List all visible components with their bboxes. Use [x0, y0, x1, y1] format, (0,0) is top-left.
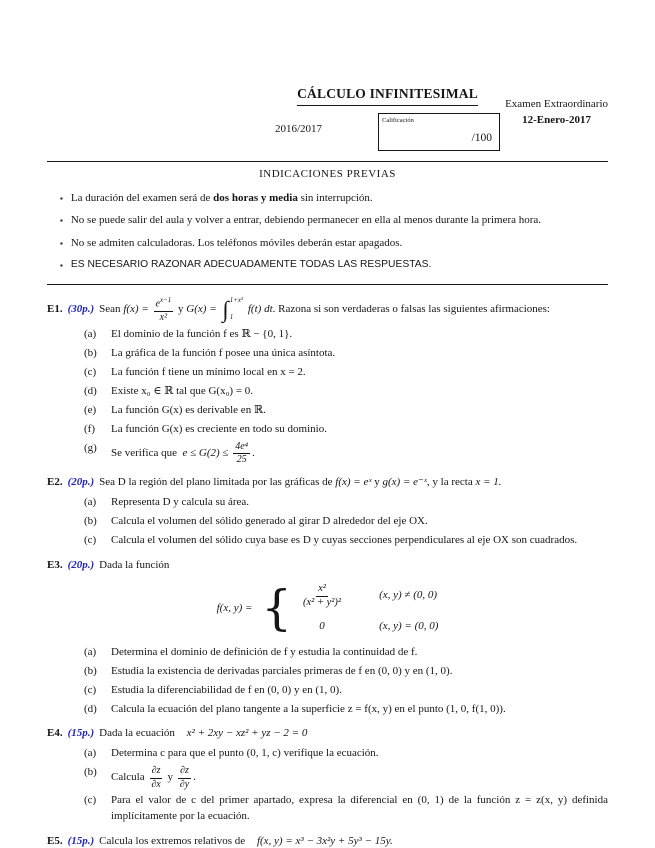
item-text: Para el valor de c del primer apartado, expresa la diferencial en (0, 1) de la función z = z(x, y) definida implícitamente por la ecuación. — [111, 794, 608, 823]
bullet-icon: ▪ — [60, 238, 63, 248]
e5-intro-pre: Calcula los extremos relativos de — [99, 835, 246, 848]
integral-upper-limit: 1+x² — [229, 296, 244, 305]
item-text: La gráfica de la función f posee una única asíntota. — [111, 347, 336, 360]
numerator-exponent: x−1 — [159, 296, 172, 304]
e2-item-c — [84, 533, 608, 549]
integral-sign-icon: ∫ — [222, 297, 229, 323]
bullet-icon: ▪ — [60, 261, 63, 270]
e1-f-lhs: f(x) = — [123, 303, 149, 316]
e4-item-c — [84, 793, 608, 825]
bullet-icon: ▪ — [60, 193, 63, 203]
e5-points: (15p.) — [67, 835, 95, 848]
e4b-post: . — [193, 771, 196, 784]
e3-item-a — [84, 645, 608, 661]
case1-condition: (x, y) ≠ (0, 0) — [379, 588, 438, 601]
e2-label: E2. — [47, 475, 63, 488]
e2-intro-mid: , y la recta — [426, 475, 473, 488]
grade-label: Calificación — [382, 116, 414, 124]
header-row — [275, 113, 500, 151]
indication-1-post: sin interrupción. — [297, 191, 373, 204]
indication-item-1 — [60, 191, 608, 207]
fraction-numerator: x² — [316, 583, 328, 597]
fraction-numerator: 4e⁴ — [233, 441, 250, 455]
e5-statement — [47, 834, 608, 848]
fraction-denominator: 25 — [236, 454, 247, 466]
item-tag: (a) — [84, 747, 97, 760]
item-tag: (b) — [84, 347, 97, 360]
exercise-e4 — [47, 726, 608, 825]
exam-type: Examen Extraordinario — [505, 98, 608, 110]
e1-item-g — [84, 441, 608, 466]
e1g-inequality: e ≤ G(2) ≤ — [182, 446, 229, 459]
case1-value — [299, 583, 345, 609]
e1-label: E1. — [47, 303, 63, 316]
e1-statement — [47, 296, 608, 323]
item-text: Estudia la diferenciabilidad de f en (0, 0) y en (1, 0). — [111, 683, 342, 696]
fraction-denominator: x² — [159, 311, 168, 323]
e2-statement — [47, 475, 608, 491]
item-tag: (e) — [84, 404, 97, 417]
e2-points: (20p.) — [67, 475, 95, 488]
e3-item-d — [84, 702, 608, 718]
item-tag: (a) — [84, 495, 97, 508]
exercise-e1 — [47, 296, 608, 466]
grade-box — [378, 113, 500, 151]
item-text: Calcula el volumen del sólido cuya base es D y cuyas secciones perpendiculares al eje OX son cuadrados. — [111, 533, 578, 546]
partial-dz-dx — [149, 765, 162, 790]
integral-lower-limit: 1 — [229, 313, 234, 322]
horizontal-rule-top — [47, 161, 608, 162]
e1-intro-post: . Razona si son verdaderas o falsas las siguientes afirmaciones: — [272, 303, 550, 316]
fraction-denominator: ∂y — [179, 778, 190, 790]
indications-list — [60, 191, 608, 275]
e1-item-d — [84, 384, 608, 400]
item-tag: (d) — [84, 702, 97, 715]
e4-points: (15p.) — [67, 727, 95, 740]
e1-conjunction: y — [178, 303, 184, 316]
item-tag: (c) — [84, 533, 97, 546]
item-tag: (a) — [84, 328, 97, 341]
e4b-conjunction: y — [167, 771, 173, 784]
e4-intro-pre: Dada la ecuación — [99, 727, 175, 740]
e3-items — [84, 645, 608, 718]
item-tag: (b) — [84, 514, 97, 527]
exam-meta — [505, 97, 608, 129]
horizontal-rule-bottom — [47, 284, 608, 285]
integral-limits — [230, 296, 243, 323]
indications-heading: INDICACIONES PREVIAS — [259, 167, 396, 180]
e2-items — [84, 495, 608, 549]
e1-item-a — [84, 327, 608, 343]
piecewise-cases — [299, 583, 438, 635]
item-text — [111, 765, 608, 790]
e2-g-equation: g(x) = e⁻ˣ — [382, 475, 427, 488]
item-text: El dominio de la función f es ℝ − {0, 1}. — [111, 328, 293, 341]
item-text: Calcula la ecuación del plano tangente a la superficie z = f(x, y) en el punto (1, 0, f(1, 0)). — [111, 702, 506, 715]
e4-equation: x² + 2xy − xz² + yz − 2 = 0 — [186, 727, 308, 740]
e3-lhs: f(x, y) = — [216, 601, 253, 614]
e4-item-b — [84, 765, 608, 790]
item-text: Representa D y calcula su área. — [111, 495, 250, 508]
fraction-numerator: ∂z — [178, 765, 191, 779]
item-tag: (c) — [84, 366, 97, 379]
e1-intro-word: Sean — [99, 303, 121, 316]
e1-item-c — [84, 365, 608, 381]
indication-text: No se admiten calculadoras. Los teléfonos móviles deberán estar apagados. — [70, 236, 403, 249]
left-brace: { — [261, 580, 292, 637]
indication-item-2 — [60, 213, 608, 229]
indication-1-pre: La duración del examen será de — [70, 191, 214, 204]
item-text: Estudia la existencia de derivadas parciales primeras de f en (0, 0) y en (1, 0). — [111, 664, 453, 677]
indication-item-3 — [60, 236, 608, 252]
e2-f-equation: f(x) = eˣ — [335, 475, 372, 488]
item-tag: (b) — [84, 664, 97, 677]
e1-item-f — [84, 422, 608, 438]
exercise-e5 — [47, 834, 608, 848]
fraction-denominator: ∂x — [151, 778, 161, 790]
item-text: Calcula el volumen del sólido generado al girar D alrededor del eje OX. — [111, 514, 428, 527]
case2-value: 0 — [319, 619, 325, 632]
item-text — [111, 441, 608, 466]
e1-g-lhs: G(x) = — [186, 303, 217, 316]
e3-piecewise-equation — [47, 580, 608, 637]
indication-item-4 — [60, 258, 608, 274]
indication-text: ES NECESARIO RAZONAR ADECUADAMENTE TODAS LAS RESPUESTAS. — [70, 259, 432, 270]
e5-label: E5. — [47, 835, 63, 848]
item-text: Determina c para que el punto (0, 1, c) verifique la ecuación. — [111, 747, 379, 760]
e5-equation: f(x, y) = x³ − 3x²y + 5y³ − 15y. — [256, 835, 393, 848]
e3-label: E3. — [47, 558, 63, 571]
indication-text — [71, 191, 608, 207]
e3-statement — [47, 558, 608, 574]
bullet-icon: ▪ — [60, 216, 63, 225]
e1g-post: . — [252, 446, 255, 459]
e1-item-e — [84, 403, 608, 419]
fraction-numerator: ∂z — [150, 765, 163, 779]
e2-conjunction: y — [374, 475, 380, 488]
item-text: La función f tiene un mínimo local en x = 2. — [111, 366, 306, 379]
item-tag: (g) — [84, 441, 97, 454]
e4-items — [84, 746, 608, 825]
e1-points: (30p.) — [67, 303, 95, 316]
e1-f-fraction — [154, 296, 174, 323]
e4-item-a — [84, 746, 608, 762]
e2-item-a — [84, 495, 608, 511]
e1g-fraction — [233, 441, 250, 466]
e1g-pre: Se verifica que — [111, 446, 177, 459]
indication-text: No se puede salir del aula y volver a entrar, debiendo permanecer en ella al menos durante la primera hora. — [70, 214, 542, 226]
item-text: Existe x₀ ∈ ℝ tal que G(x₀) = 0. — [111, 385, 254, 398]
item-tag: (d) — [84, 385, 97, 398]
e2-item-b — [84, 514, 608, 530]
grade-total: /100 — [471, 131, 493, 144]
item-tag: (b) — [84, 766, 97, 779]
e3-item-b — [84, 664, 608, 680]
item-text: Determina el dominio de definición de f y estudia la continuidad de f. — [111, 645, 418, 658]
exercise-e3 — [47, 558, 608, 718]
exam-header — [47, 84, 608, 151]
e2-intro-pre: Sea D la región del plano limitada por las gráficas de — [99, 475, 333, 488]
e3-intro: Dada la función — [99, 558, 170, 571]
fraction-numerator — [154, 296, 174, 312]
numerator-base: e — [155, 298, 160, 310]
e1-integrand: f(t) dt — [247, 303, 273, 316]
e2-line-equation: x = 1. — [475, 475, 502, 488]
exam-title: CÁLCULO INFINITESIMAL — [297, 84, 478, 106]
e1-items — [84, 327, 608, 466]
case1-fraction — [301, 583, 343, 609]
case2-condition: (x, y) = (0, 0) — [379, 619, 439, 632]
e4b-pre: Calcula — [111, 771, 145, 784]
e3-item-c — [84, 683, 608, 699]
e4-label: E4. — [47, 727, 63, 740]
exam-year: 2016/2017 — [275, 122, 323, 135]
item-text: La función G(x) es derivable en ℝ. — [111, 404, 266, 417]
exam-date: 12-Enero-2017 — [522, 113, 591, 126]
fraction-denominator: (x² + y²)² — [302, 596, 342, 608]
e3-points: (20p.) — [67, 558, 95, 571]
item-tag: (a) — [84, 645, 97, 658]
indications-section — [47, 167, 608, 274]
e4-statement — [47, 726, 608, 742]
e1-item-b — [84, 346, 608, 362]
header-center — [275, 84, 500, 151]
item-tag: (f) — [84, 423, 95, 436]
item-tag: (c) — [84, 683, 97, 696]
partial-dz-dy — [178, 765, 191, 790]
item-text: La función G(x) es creciente en todo su dominio. — [111, 423, 327, 436]
item-tag: (c) — [84, 794, 97, 807]
exercise-e2 — [47, 475, 608, 549]
indication-1-bold: dos horas y media — [213, 191, 298, 204]
integral-symbol — [222, 296, 243, 323]
